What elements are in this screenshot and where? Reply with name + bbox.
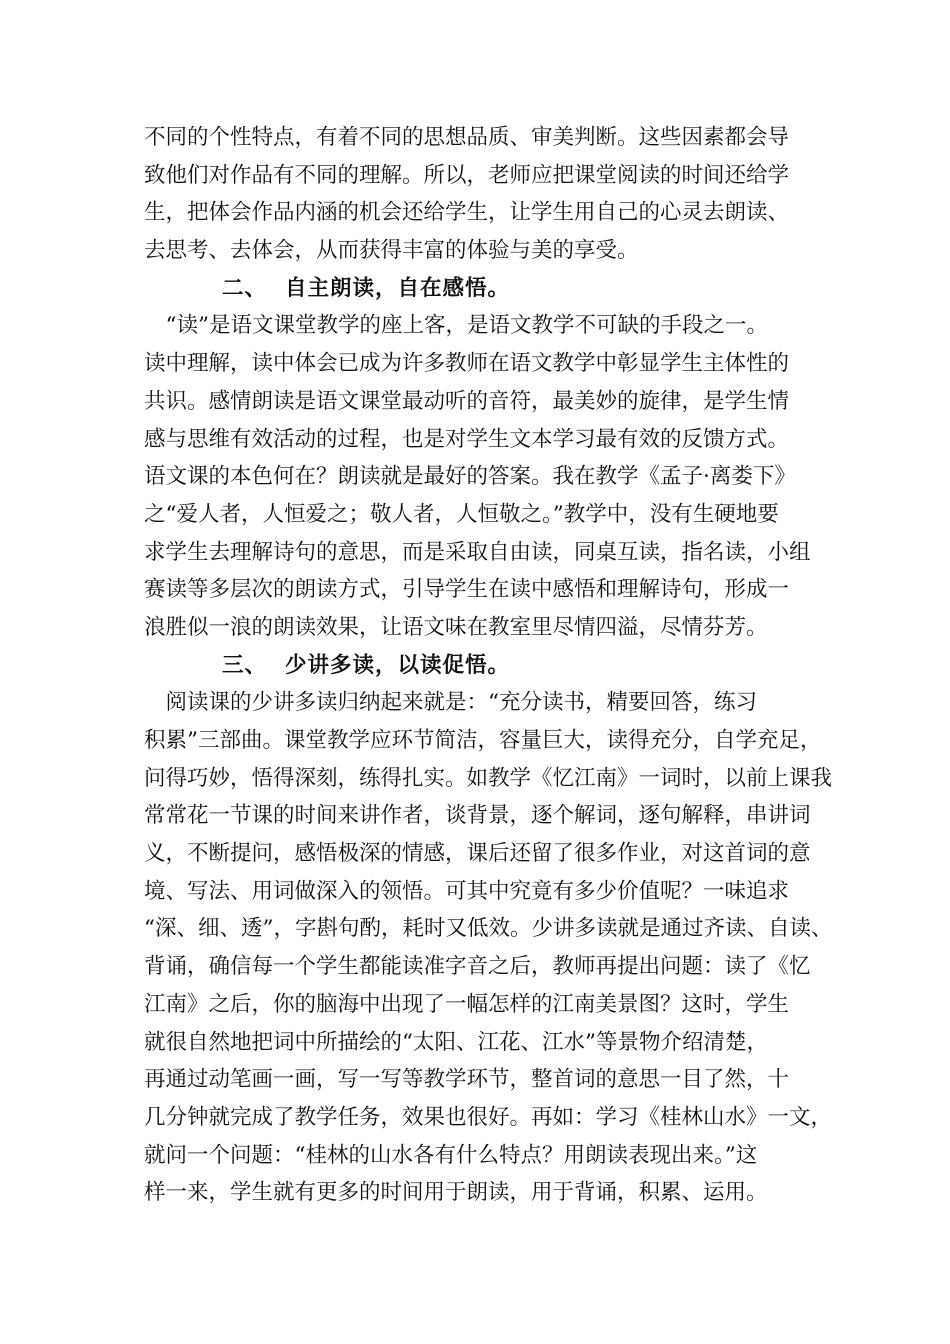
body-line: 背诵，确信每一个学生都能读准字音之后，教师再提出问题：读了《忆 xyxy=(144,954,811,980)
body-line: 不同的个性特点，有着不同的思想品质、审美判断。这些因素都会导 xyxy=(144,125,790,150)
section-heading-2 xyxy=(144,270,814,308)
body-line: 就很自然地把词中所描绘的“太阳、江花、江水”等景物介绍清楚， xyxy=(144,1029,768,1055)
body-line: 读中理解，读中体会已成为许多教师在语文教学中彰显学生主体性的 xyxy=(144,351,790,377)
body-line: 语文课的本色何在？朗读就是最好的答案。我在教学《孟子·离娄下》 xyxy=(144,464,796,490)
body-line: “读”是语文课堂教学的座上客，是语文教学不可缺的手段之一。 xyxy=(144,313,768,339)
body-line: 样一来，学生就有更多的时间用于朗读，用于背诵，积累、运用。 xyxy=(144,1180,768,1206)
body-line: 阅读课的少讲多读归纳起来就是：“充分读书，精要回答，练习 xyxy=(144,690,757,716)
body-line: 生，把体会作品内涵的机会还给学生，让学生用自己的心灵去朗读、 xyxy=(144,200,790,226)
body-line: 几分钟就完成了教学任务，效果也很好。再如：学习《桂林山水》一文， xyxy=(144,1104,833,1130)
body-line: 就问一个问题：“桂林的山水各有什么特点？用朗读表现出来。”这 xyxy=(144,1142,758,1168)
body-line: 感与思维有效活动的过程，也是对学生文本学习最有效的反馈方式。 xyxy=(144,426,790,452)
body-line: “深、细、透”，字斟句酌，耗时又低效。少讲多读就是通过齐读、自读、 xyxy=(144,916,833,942)
body-line: 积累”三部曲。课堂教学应环节简洁，容量巨大，读得充分，自学充足， xyxy=(144,728,822,753)
body-line: 江南》之后，你的脑海中出现了一幅怎样的江南美景图？这时，学生 xyxy=(144,991,790,1017)
body-line: 再通过动笔画一画，写一写等教学环节，整首词的意思一目了然，十 xyxy=(144,1067,790,1093)
body-line: 常常花一节课的时间来讲作者，谈背景，逐个解词，逐句解释，串讲词 xyxy=(144,803,811,829)
body-line: 去思考、去体会，从而获得丰富的体验与美的享受。 xyxy=(144,238,639,264)
body-line: 赛读等多层次的朗读方式，引导学生在读中感悟和理解诗句，形成一 xyxy=(144,577,790,603)
document-body xyxy=(144,119,833,1212)
body-line: 义，不断提问，感悟极深的情感，课后还留了很多作业，对这首词的意 xyxy=(144,841,811,867)
section-number: 三、 xyxy=(222,652,268,678)
body-line: 之“爱人者，人恒爱之；敬人者，人恒敬之。”教学中，没有生硬地要 xyxy=(144,501,779,527)
section-number: 二、 xyxy=(222,275,268,301)
body-line: 致他们对作品有不同的理解。所以，老师应把课堂阅读的时间还给学 xyxy=(144,162,790,188)
section-title: 自主朗读，自在感悟。 xyxy=(285,275,511,301)
section-title: 少讲多读，以读促悟。 xyxy=(285,652,511,678)
body-line: 共识。感情朗读是语文课堂最动听的音符，最美妙的旋律，是学生情 xyxy=(144,388,790,414)
body-line: 问得巧妙，悟得深刻，练得扎实。如教学《忆江南》一词时，以前上课我 xyxy=(144,765,833,791)
section-heading-3 xyxy=(144,647,814,685)
body-line: 境、写法、用词做深入的领悟。可其中究竟有多少价值呢？一味追求 xyxy=(144,878,790,904)
body-line: 求学生去理解诗句的意思，而是采取自由读，同桌互读，指名读，小组 xyxy=(144,539,811,565)
body-line: 浪胜似一浪的朗读效果，让语文味在教室里尽情四溢，尽情芬芳。 xyxy=(144,614,768,640)
